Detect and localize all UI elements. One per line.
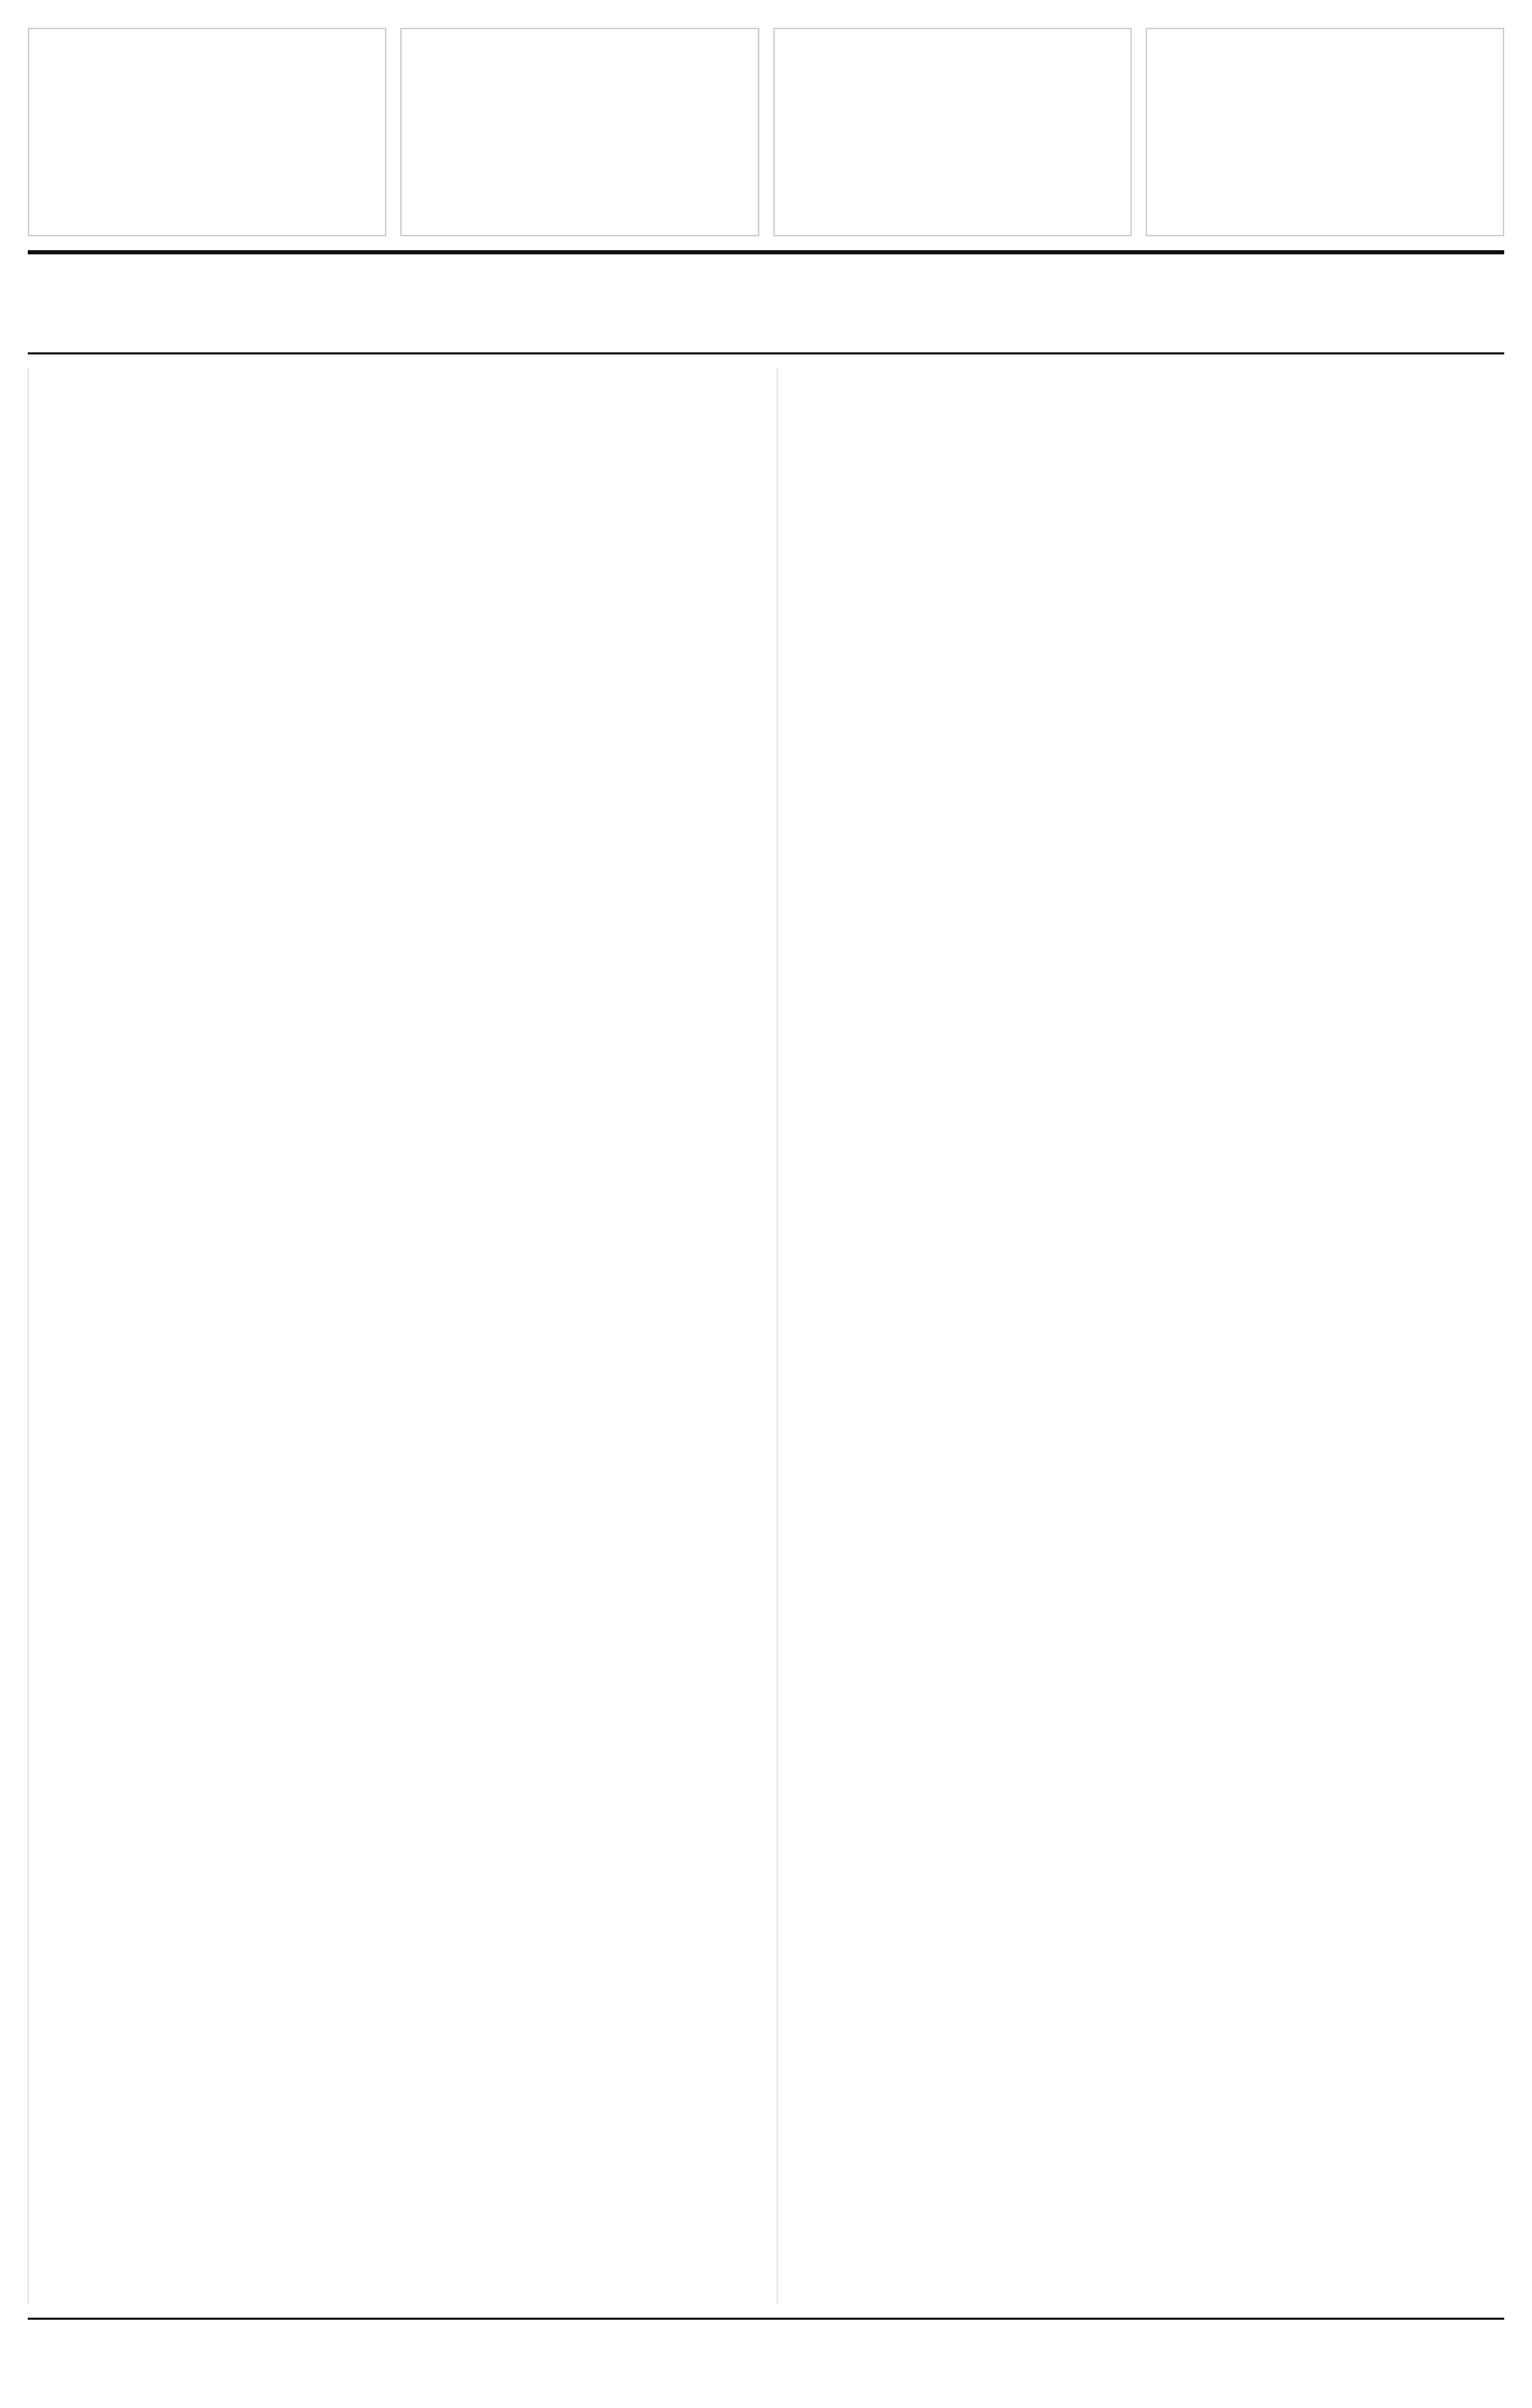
imprint-footer xyxy=(28,2318,1504,2380)
masthead xyxy=(28,250,1504,354)
ad-slot xyxy=(400,28,759,236)
main-news-column xyxy=(28,368,756,2304)
ad-slot xyxy=(773,28,1132,236)
article-area xyxy=(28,368,1504,2304)
sports-column xyxy=(777,368,1505,2304)
ad-slot xyxy=(1146,28,1504,236)
top-ad-strip xyxy=(28,28,1504,236)
ad-slot xyxy=(28,28,386,236)
